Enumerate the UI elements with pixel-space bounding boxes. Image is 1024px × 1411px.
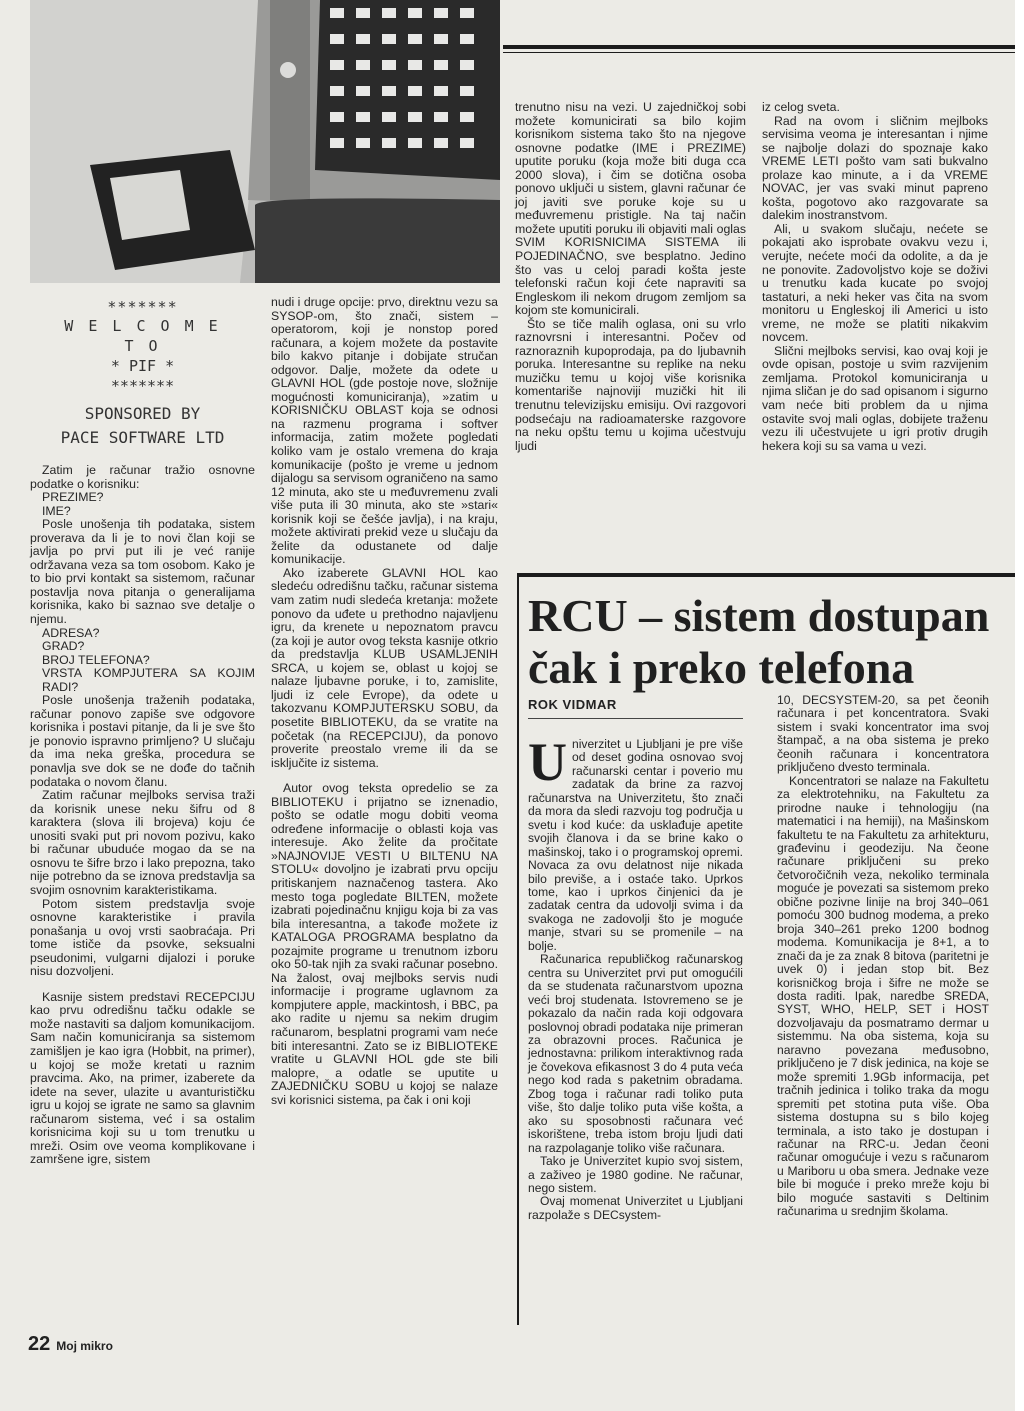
col2-p2: Ako izaberete GLAVNI HOL kao sledeću odredišnu tačku, računar sistema vam zatim nudi sledeća kretanja: možete ponovo da uđete u prethodno najavljenu igru, da krenete u nepoznatom pravcu (za koji je autor ovog teksta kasnije otkrio da predstavlja KLUB USAMLJENIH SRCA, u kojem se, oblast u kojoj se nalaze ljubavne poruke, i to, zamislite, ljudi iz cele Evrope), da odete u takozvanu KOMPJUTERSKU SOBU, da posetite BIBLIOTEKU, da se vratite na početak (na RECEPCIJU), da ponovo proverite preostalo vreme ili da se isključite iz sistema. xyxy=(271,565,498,770)
col4-p4: Slični mejlboks servisi, kao ovaj koji je ovde opisan, postoje u svim razvijenim zemljama. Protokol komuniciranja u njima sličan je do sad opisanom i sigurno vam neće biti problem da u njima ostavite svoj mali oglas, dobijete traženu vezu ili učestvujete u igri protiv drugih hekera koji su sa vama u vezi. xyxy=(762,343,988,453)
article2-left-rule xyxy=(517,573,519,1325)
article2-p3: Tako je Univerzitet kupio svoj sistem, a zaživeo je 1980 godine. Ne računar, nego sistem. xyxy=(528,1154,743,1195)
article2-p1-text: niverzitet u Ljubljani je pre više od deset godina osnovao svoj računarski centar i poverio mu zadatak da brine za razvoj računarstva na Univerzitetu, što znači da mora da sledi razvoju tog područja u svetu i kod kuće: da usklađuje apetite svojih članova i da se brine kako o mašinskoj, tako i o programskoj opremi. Novaca za ovu delatnost nije nikada bilo previše, a i ostaće tako. Uprkos tome, kao i uprkos činjenici da je zadatak centra da udovolji svima i da svakoga ne zadovolji što je moguće manje, stvari su se promenile – na bolje. xyxy=(528,737,743,953)
col1-q6: VRSTA KOMPJUTERA SA KOJIM RADI? xyxy=(42,666,255,694)
article2-byline: ROK VIDMAR xyxy=(528,697,617,712)
byline-rule xyxy=(528,718,743,719)
col1-q3: ADRESA? xyxy=(42,625,100,640)
col1-q2: IME? xyxy=(42,503,71,518)
article2-headline xyxy=(528,590,989,694)
page-edge xyxy=(1015,0,1024,1411)
article2-p2: Računarica republičkog računarskog centra su Univerzitet prvi put omogućili da se studenata računarstvom upozna veći broj studenata. Istovremeno se je pokazalo da način rada koji odgovara poslovnoj obradi podataka nije primeran za obrazovni proces. Računica je jednostavna: prilikom interaktivnog rada je čovekova efikasnost 3 do 4 puta veća nego kod rada s paketnim obradama. Zbog toga i računar radi toliko puta više, što dalje toliko puta više košta, a ako su sposobnosti računara već iskorištene, treba istom broju ljudi dati na razpolaganje toliko više računara. xyxy=(528,952,743,1155)
col3-p2: Što se tiče malih oglasa, oni su vrlo raznovrsni i interesantni. Počev od raznoraznih kupoprodaja, pa do ljubavnih poruka. Interesantne su replike na neku muzičku temu u kojoj više korisnika komentariše najnoviji muzički hit ili trenutnu televizijsku emisiju. Ovi razgovori podsećaju na radioamaterske razgovore na neku opštu temu u kojima učestvuju ljudi xyxy=(515,316,746,453)
top-rule xyxy=(503,45,1015,49)
article2-column-b xyxy=(777,694,989,1219)
terminal-sponsored: SPONSORED BY xyxy=(84,404,201,423)
terminal-company: PACE SOFTWARE LTD xyxy=(60,428,225,447)
page-number: 22 xyxy=(28,1333,51,1355)
col1-p3: Posle unošenja traženih podataka, računar ponovo zapiše sve odgovore korisnika i postavi pitanje, da li je sve što je ponovio ispravno primljeno? U slučaju da ima neka greška, procedura se ponavlja sve dok se ne dođe do tačnih podataka o novom članu. xyxy=(30,693,255,789)
col1-p4: Zatim računar mejlboks servisa traži da korisnik unese neku šifru od 8 karaktera (slova ili brojeva) koju će unositi svaki put pri novom pozivu, kako bi računar ubuduće mogao da se na osnovu te šifre brzo i lako prepozna, tako nije potrebno da se iznova predstavlja sa svojim osnovnim karakteristikama. xyxy=(30,788,255,897)
article2-p1 xyxy=(528,732,743,953)
column-4 xyxy=(762,101,988,453)
column-3 xyxy=(515,101,746,453)
article2-p4: Ovaj momenat Univerzitet u Ljubljani razpolaže s DECsystem- xyxy=(528,1194,743,1222)
headline-line-2: čak i preko telefona xyxy=(528,642,915,693)
article2-colb-p2: Koncentratori se nalaze na Fakultetu za elektrotehniku, na Fakultetu za prirodne nauke i tehnologiju (na matematici i na hemiji), na Mašinskom fakultetu te na Fakultetu za arhitekturu, građevinu i geodeziju. Na čeone računare priključeni su preko četvoročičnih veza, nekoliko terminala moguće je povezati sa sistemom preko obične pozivne linije na broj 340–061 pomoću 300 budnog modema, a preko broja 340–261 preko 1200 bodnog modema. Komunikacija je 8+1, a to znači da je za znak 8 bitova (paritetni je uvek 0) i jedan stop bit. Bez korisničkog broja i šifre ne može se dosta raditi. Ipak, naredbe SREDA, SYST, WHO, HELP, SET i HOST dozvoljavaju da posmatramo dermar u sistemmu. Na oba sistema, koja su naravno povezana međusobno, priključeno je 7 disk jedinica, na koje se može spremiti 1.9Gb informacija, pet tračnih jedinica i toliko traka da mogu spremiti pet stotina puta više. Oba sistema dostupna su s bilo kojeg terminala, a isto tako je dostupan i računar na RRC-u. Jedan čeoni računar omogućuje i vezu s računarom u Mariboru u oba smera. Jednake veze bile bi moguće i preko mreže koju bi bilo moguće sastaviti s Deltinim računarima u srednjim školama. xyxy=(777,773,989,1219)
terminal-stars-top: ******* xyxy=(107,298,178,316)
col1-q1: PREZIME? xyxy=(42,490,104,505)
col1-q4: GRAD? xyxy=(42,639,85,654)
article2-colb-p1: 10, DECSYSTEM-20, sa pet čeonih računara i pet koncentratora. Svaki sistem i svaki koncentrator ima svoj štampač, a na oba sistema je preko čeonih računara i koncentratora priključeno dvesto terminala. xyxy=(777,693,989,775)
col4-p3: Ali, u svakom slučaju, nećete se pokajati ako isprobate ovakvu vezu i, verujte, nećete moći da odolite, a da je ne ponovite. Zadovoljstvo koje se doživi u trenutku kada kucate po svojoj tastaturi, a neki heker vas čita na svom monitoru u Engleskoj ili Americi u isto vreme, ne može se platiti nikakvim novcem. xyxy=(762,221,988,345)
terminal-pif: * PIF * xyxy=(110,357,175,375)
top-rule-thin xyxy=(503,52,1015,53)
terminal-welcome: W E L C O M E xyxy=(64,317,221,335)
terminal-stars-bottom: ******* xyxy=(110,377,175,395)
col2-p3: Autor ovog teksta opredelio se za BIBLIOTEKU i prijatno se iznenadio, pošto se odatle mogu dobiti veoma određene informacije o oblasti koja vas interesuje. Ako želite da pročitate »NAJNOVIJE VESTI U BILTENU NA STOLU« dovoljno je izabrati prvu opciju pritiskanjem naznačenog tastera. Ako mesto toga pogledate BILTEN, možete izabrati pojedinačnu knjigu koja bi za vas bila interesantna, a takođe možete iz KATALOGA PROGRAMA besplatno da pozajmite programe u trenutnom izboru oko 50-tak njih za svaki računar posebno. Na žalost, ovaj mejlboks servis nudi informacije i programe uglavnom za kompjutere apple, mackintosh, i BBC, pa ako radite u njemu sa nekim drugim računarom, besplatni programi vam neće biti interesantni. Zato se iz BIBLIOTEKE vratite u GLAVNI HOL gde ste bili malopre, a odatle se uputite u ZAJEDNIČKU SOBU u kojoj se nalaze svi korisnici sistema, pa čak i oni koji xyxy=(271,781,498,1107)
terminal-welcome-screen xyxy=(30,298,255,450)
computer-photo xyxy=(30,0,500,283)
col1-p1: Zatim je računar tražio osnovne podatke o korisniku: xyxy=(30,463,255,491)
terminal-to: T O xyxy=(124,337,161,355)
computer-keyboard-illustration xyxy=(30,0,500,283)
col1-p5: Potom sistem predstavlja svoje osnovne karakteristike i pravila ponašanja u ovoj vrsti saobraćaja. Pri tome ističe da psovke, seksualni pseudonimi, vulgarni dijalozi i poruke nisu dozvoljeni. xyxy=(30,896,255,979)
col4-p2: Rad na ovom i sličnim mejlboks servisima veoma je interesantan i njime se najbolje dolazi do spoznaje kako VREME LETI pošto vam sati bukvalno prolaze kao minute, a i da VREME NOVAC, jer vas svaki minut papreno košta, pogotovo ako razgovarate sa dalekim inostranstvom. xyxy=(762,113,988,223)
article2-column-a xyxy=(528,732,743,1222)
col1-q5: BROJ TELEFONA? xyxy=(42,652,150,667)
article2-top-rule xyxy=(517,573,1015,577)
col4-p1: iz celog sveta. xyxy=(762,100,840,114)
column-2 xyxy=(271,296,498,1107)
col1-p6: Kasnije sistem predstavi RECEPCIJU kao prvu odredišnu tačku odakle se može nastaviti sa daljom komunikacijom. Sam način komuniciranja sa sistemom zamišljen je kao igra (Hobbit, na primer), u kojoj se može kretati u raznim pravcima. Ako, na primer, izaberete da idete na sever, ulazite u avanturističku igru u kojoj se igrate ne samo sa glavnim računarom sistema, već i sa ostalim korisnicima koji su u tom trenutku u mreži. Osim ove veoma komplikovane i zamršene igre, sistem xyxy=(30,989,255,1167)
col1-p2: Posle unošenja tih podataka, sistem proverava da li je to novi član koji se javlja po prvi put ili je već ranije održavana veza sa tom osobom. Kako je to bio prvi kontakt sa sistemom, računar postavlja nova pitanja o generalijama korisnika, kako bi saznao sve detalje o njemu. xyxy=(30,517,255,627)
magazine-name: Moj mikro xyxy=(56,1339,113,1353)
dropcap-letter: U xyxy=(528,732,567,792)
column-1 xyxy=(30,298,255,1167)
headline-line-1: RCU – sistem dostupan xyxy=(528,590,990,641)
col3-p1: trenutno nisu na vezi. U zajedničkoj sobi možete komunicirati sa bilo kojim korisnikom sistema tako što na njegove osnovne podatke (IME i PREZIME) uputite poruku (koja može biti duga cca 2000 slova), i čim se dotična osoba ponovo uključi u sistem, glavni računar će joj javiti sve poruke koje su u međuvremenu pristigle. Na taj način možete uputiti poruku ili objaviti mali oglas SVIM KORISNICIMA SISTEMA ili POJEDINAČNO, sve besplatno. Jedino što vas u celoj paradi košta jeste telefonski račun koji ćete napraviti sa Engleskom ili nekom drugom zemljom sa kojom ste komunicirali. xyxy=(515,100,746,318)
col2-p1: nudi i druge opcije: prvo, direktnu vezu sa SYSOP-om, što znači, sistem – operatorom, koji je nonstop pored računara, a kojem možete da postavite bilo kakvo pitanje i dobijate stručan odgovor. Dalje, možete da odete u GLAVNI HOL (gde postoje nove, složnije mogućnosti komuniciranja), »zatim u KORISNIČKU OBLAST koja se odnosi na razmenu programa i softver informacija, zatim možete pogledati koliko vam je ostalo vremena do kraja komunikacije (pošto je vreme u jednom dijalogu sa servisom ograničeno na samo 12 minuta, ako ste u međuvremenu zvali više puta ili 30 minuta, ako ste »stari« korisnik koji se češće javlja), i na kraju, možete aktivirati prekid veze u slučaju da želite da odustanete od dalje komunikacije. xyxy=(271,295,498,567)
page-footer xyxy=(28,1333,113,1356)
